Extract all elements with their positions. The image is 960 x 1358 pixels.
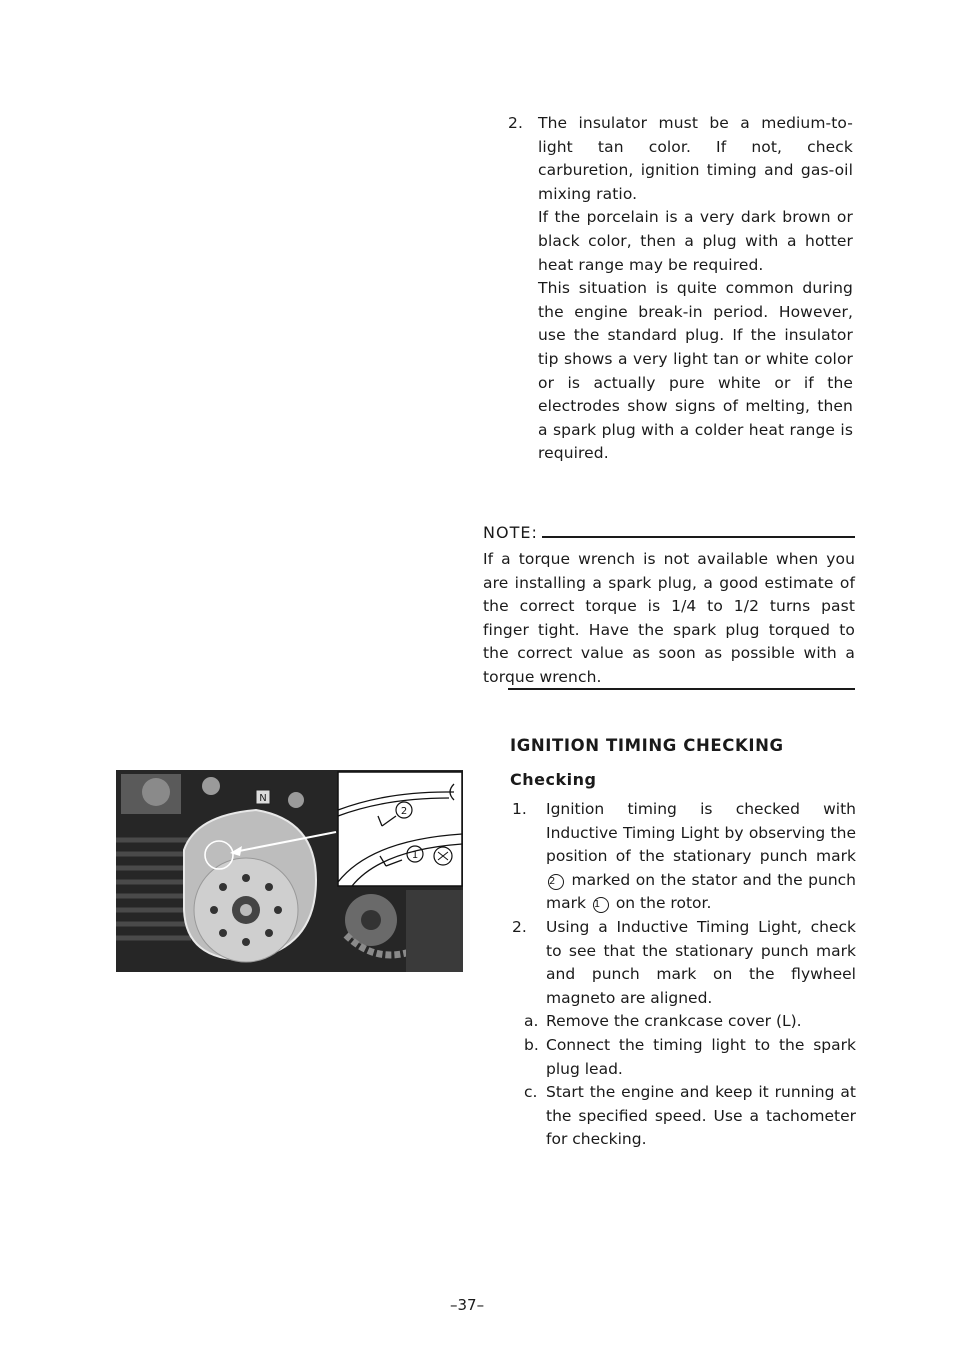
note-rule-top (542, 536, 855, 538)
step-number: 2. (512, 917, 527, 936)
paragraph: If the porcelain is a very dark brown or black color, then a plug with a hotter heat range may be required. (538, 208, 853, 274)
callout-1: 1 (411, 850, 419, 861)
callout-ref-1: 1 (593, 897, 609, 913)
note-label: NOTE: (483, 523, 538, 542)
substep-text: Start the engine and keep it running at the specified speed. Use a tachometer for checking. (546, 1083, 856, 1149)
step-text: Using a Inductive Timing Light, check to see that the stationary punch mark and punch mark on the flywheel magneto are aligned. (546, 917, 856, 1007)
substep-text: Connect the timing light to the spark plug lead. (546, 1035, 856, 1078)
list-item-2 (508, 112, 853, 466)
substep-a (508, 1010, 856, 1034)
step-text: marked on the stator and the punch mark (546, 870, 856, 913)
steps-list (508, 798, 856, 1152)
engine-photo (116, 770, 463, 972)
list-body (538, 112, 853, 466)
callout-2: 2 (400, 806, 408, 817)
substep-letter: c. (524, 1083, 538, 1102)
substep-c (508, 1081, 856, 1152)
section-subtitle: Checking (510, 770, 597, 789)
step-2 (508, 916, 856, 1010)
substep-letter: a. (524, 1012, 539, 1031)
page-number: –37– (450, 1296, 485, 1314)
callout-ref-2: 2 (548, 874, 564, 890)
substep-text: Remove the crankcase cover (L). (546, 1012, 802, 1031)
engine-photo-figure (116, 770, 463, 972)
note-text: If a torque wrench is not available when you are installing a spark plug, a good estimate of the correct torque is 1/4 to 1/2 turns past finger tight. Have the spark plug torqued to the correct value as soon as possible with a torque wrench. (483, 550, 855, 686)
neutral-badge: N (259, 793, 267, 804)
note-heading (483, 520, 855, 544)
step-text: Ignition timing is checked with Inductive Timing Light by observing the position of the stationary punch mark (546, 800, 856, 866)
step-text: on the rotor. (615, 894, 712, 913)
step-1 (508, 798, 856, 916)
substep-b (508, 1034, 856, 1081)
step-number: 1. (512, 800, 527, 818)
substep-letter: b. (524, 1035, 539, 1054)
paragraph: The insulator must be a medium-to-light tan color. If not, check carburetion, ignition timing and gas-oil mixing ratio. (538, 114, 853, 203)
section-title: IGNITION TIMING CHECKING (510, 736, 784, 755)
note-body (483, 548, 855, 690)
list-number: 2. (508, 114, 523, 132)
note-rule-bottom (508, 688, 855, 690)
paragraph: This situation is quite common during the engine break-in period. However, use the standard plug. If the insulator tip shows a very light tan or white color or is actually pure white or if the electrodes show signs of melting, then a spark plug with a colder heat range is required. (538, 279, 853, 463)
